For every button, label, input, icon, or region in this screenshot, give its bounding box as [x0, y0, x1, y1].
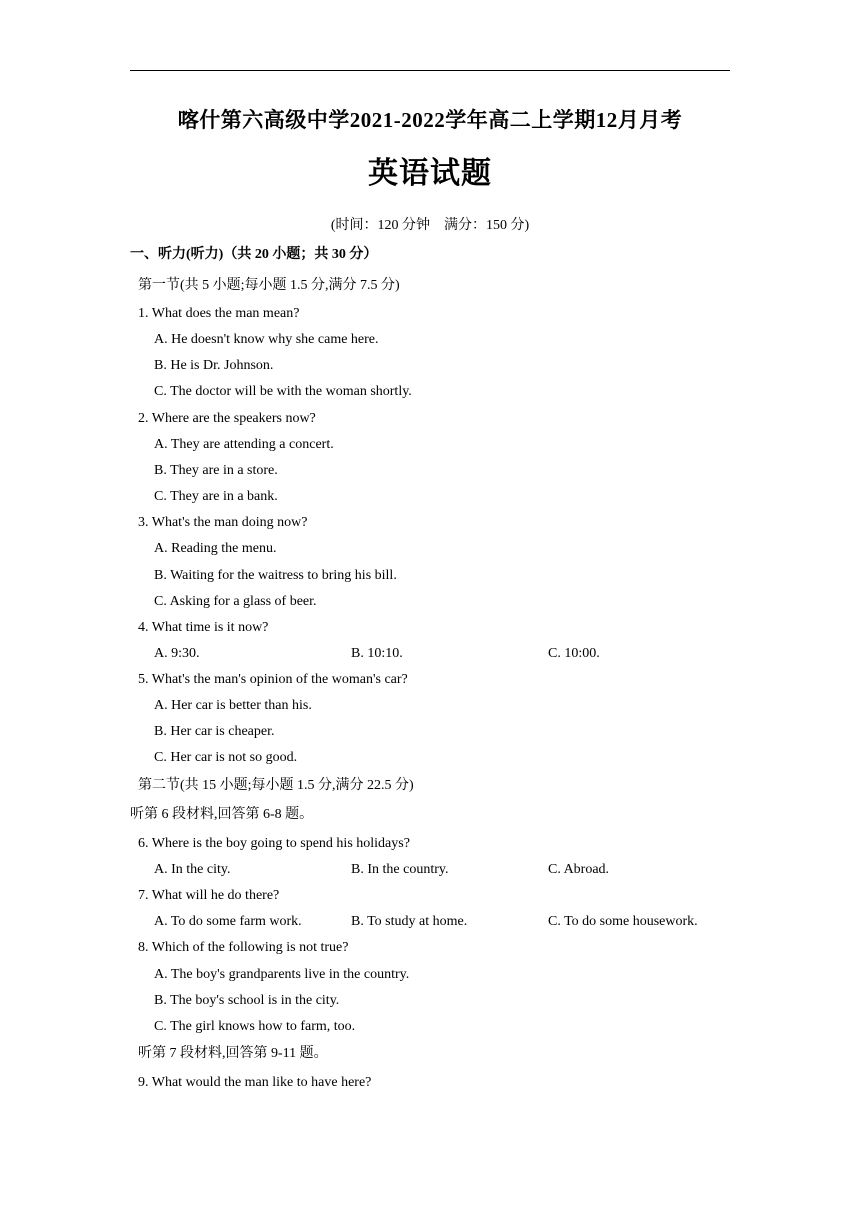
- time-info: (时间：120 分钟 满分：150 分): [330, 218, 530, 233]
- question-3-option-c: C. Asking for a glass of beer.: [154, 594, 317, 609]
- question-7-option-c: C. To do some housework.: [548, 914, 698, 929]
- question-1-option-a: A. He doesn't know why she came here.: [154, 332, 379, 347]
- part2-heading: 第二节(共 15 小题;每小题 1.5 分,满分 22.5 分): [138, 778, 414, 793]
- question-3-stem: 3. What's the man doing now?: [138, 515, 308, 530]
- question-7-option-b: B. To study at home.: [351, 914, 468, 929]
- question-5-option-c: C. Her car is not so good.: [154, 750, 298, 765]
- question-8-option-c: C. The girl knows how to farm, too.: [154, 1019, 356, 1034]
- question-3-option-a: A. Reading the menu.: [154, 541, 277, 556]
- exam-subject: 英语试题: [368, 157, 492, 190]
- question-1-stem: 1. What does the man mean?: [138, 306, 300, 321]
- material-note-9-11: 听第 7 段材料,回答第 9-11 题。: [138, 1046, 328, 1061]
- question-2-option-c: C. They are in a bank.: [154, 489, 278, 504]
- question-6-option-c: C. Abroad.: [548, 862, 610, 877]
- question-2-option-b: B. They are in a store.: [154, 463, 278, 478]
- question-8-option-a: A. The boy's grandparents live in the country.: [154, 967, 410, 982]
- question-4-option-b: B. 10:10.: [351, 646, 403, 661]
- question-2-option-a: A. They are attending a concert.: [154, 437, 334, 452]
- question-1-option-b: B. He is Dr. Johnson.: [154, 358, 274, 373]
- question-9-stem: 9. What would the man like to have here?: [138, 1075, 372, 1090]
- question-5-option-b: B. Her car is cheaper.: [154, 724, 275, 739]
- question-1-option-c: C. The doctor will be with the woman shortly.: [154, 384, 412, 399]
- question-7-option-a: A. To do some farm work.: [154, 914, 302, 929]
- question-5-option-a: A. Her car is better than his.: [154, 698, 312, 713]
- question-6-option-b: B. In the country.: [351, 862, 449, 877]
- question-6-option-a: A. In the city.: [154, 862, 231, 877]
- question-4-option-c: C. 10:00.: [548, 646, 600, 661]
- question-6-stem: 6. Where is the boy going to spend his holidays?: [138, 836, 410, 851]
- question-4-option-a: A. 9:30.: [154, 646, 200, 661]
- question-4-stem: 4. What time is it now?: [138, 620, 269, 635]
- exam-title: 喀什第六高级中学2021-2022学年高二上学期12月月考: [177, 108, 683, 132]
- question-5-stem: 5. What's the man's opinion of the woman's car?: [138, 672, 408, 687]
- header-rule: [130, 70, 730, 71]
- question-8-option-b: B. The boy's school is in the city.: [154, 993, 340, 1008]
- question-8-stem: 8. Which of the following is not true?: [138, 940, 349, 955]
- part1-heading: 第一节(共 5 小题;每小题 1.5 分,满分 7.5 分): [138, 278, 400, 293]
- question-3-option-b: B. Waiting for the waitress to bring his bill.: [154, 568, 397, 583]
- material-note-6-8: 听第 6 段材料,回答第 6-8 题。: [130, 807, 314, 822]
- question-2-stem: 2. Where are the speakers now?: [138, 411, 316, 426]
- question-7-stem: 7. What will he do there?: [138, 888, 280, 903]
- section-heading-listening: 一、听力(听力)（共 20 小题；共 30 分）: [130, 247, 378, 262]
